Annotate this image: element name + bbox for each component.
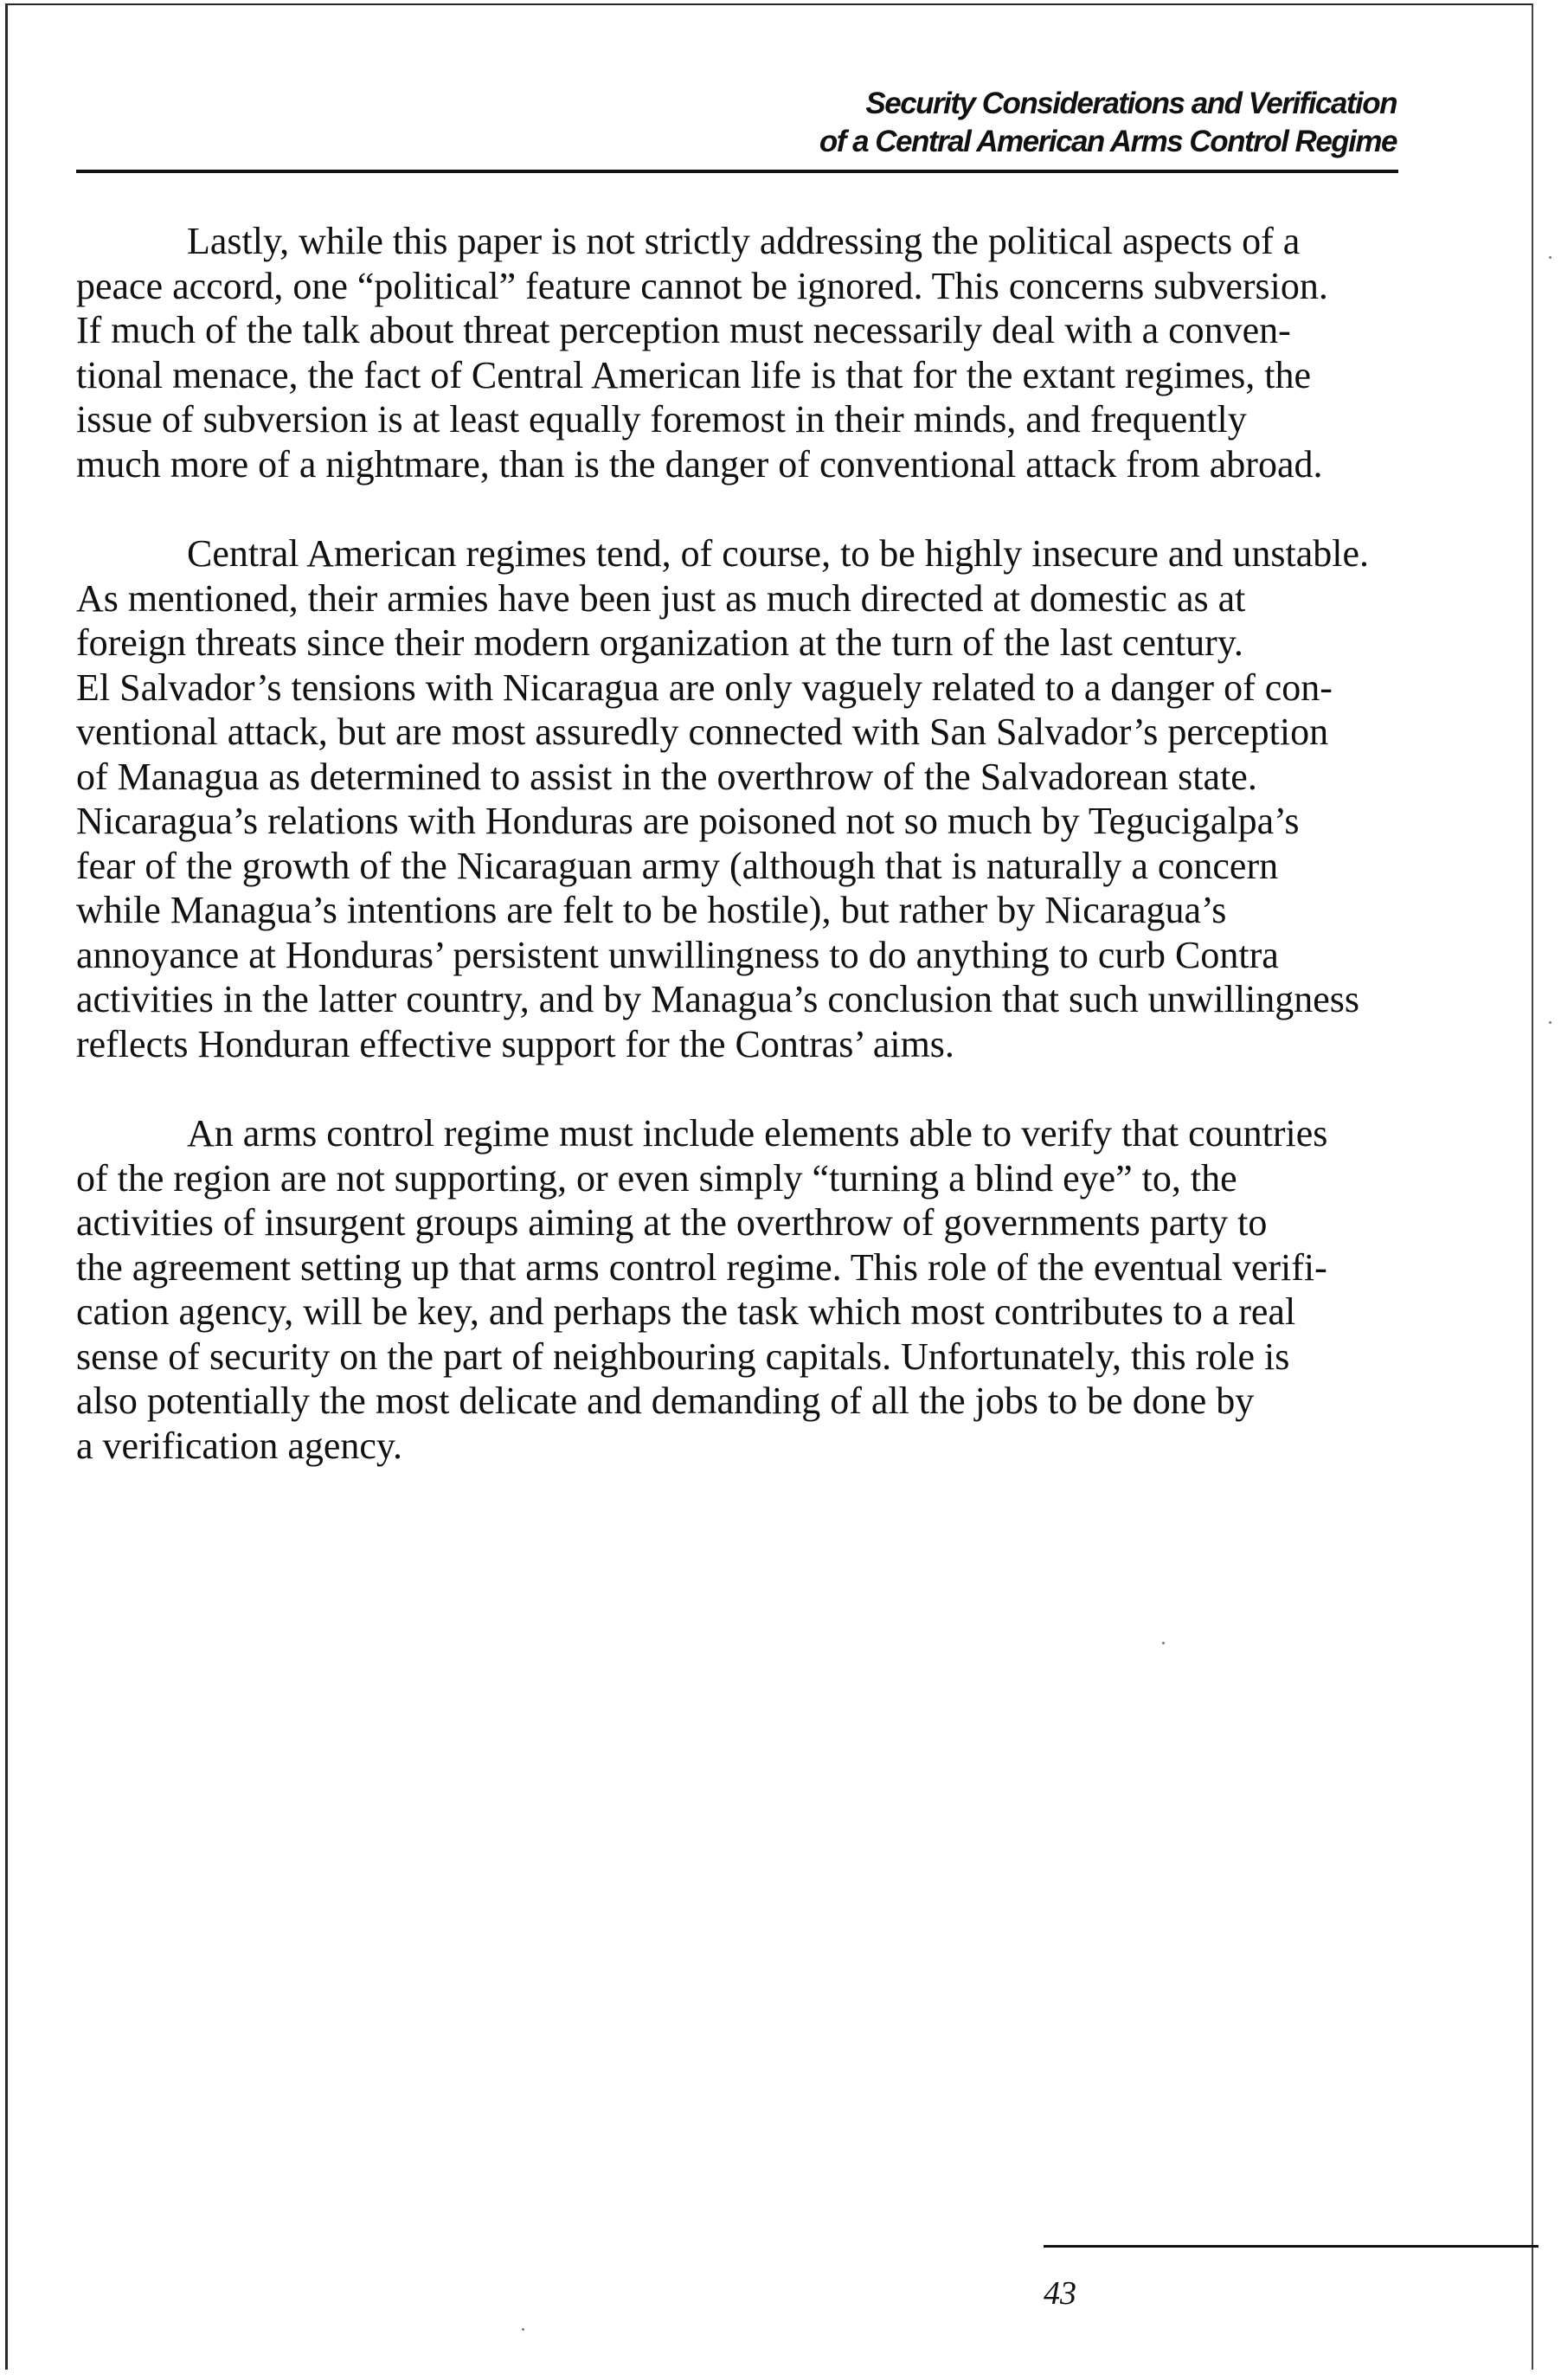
text-line: Nicaragua’s relations with Honduras are poisoned not so much by Tegucigalpa’s [76,800,1300,842]
footer-rule [1044,2245,1539,2248]
text-line: peace accord, one “political” feature cannot be ignored. This concerns subversion. [76,264,1328,307]
text-line: activities of insurgent groups aiming at the overthrow of governments party to [76,1201,1268,1244]
scan-speck [1162,1642,1165,1644]
text-line: An arms control regime must include elements able to verify that countries [187,1112,1328,1155]
text-line: of Managua as determined to assist in the overthrow of the Salvadorean state. [76,755,1257,798]
text-line: tional menace, the fact of Central American life is that for the extant regimes, the [76,353,1311,396]
text-line: reflects Honduran effective support for the Contras’ aims. [76,1022,954,1065]
text-line: As mentioned, their armies have been just as much directed at domestic as at [76,576,1246,620]
text-line: El Salvador’s tensions with Nicaragua are only vaguely related to a danger of con- [76,666,1333,709]
text-line: much more of a nightmare, than is the danger of conventional attack from abroad. [76,442,1323,486]
text-line: ventional attack, but are most assuredly connected with San Salvador’s perception [76,711,1329,753]
text-line: of the region are not supporting, or even simply “turning a blind eye” to, the [76,1156,1237,1200]
body-text [76,219,1409,1513]
text-line: Lastly, while this paper is not strictly addressing the political aspects of a [187,220,1301,262]
text-line: issue of subversion is at least equally foremost in their minds, and frequently [76,398,1247,441]
text-line: annoyance at Honduras’ persistent unwillingness to do anything to curb Contra [76,933,1279,976]
text-line: If much of the talk about threat perception must necessarily deal with a conven- [76,309,1291,351]
page-number: 43 [1044,2275,1076,2312]
header-rule [76,170,1398,173]
text-line: while Managua’s intentions are felt to be hostile), but rather by Nicaragua’s [76,889,1227,931]
text-line: cation agency, will be key, and perhaps the task which most contributes to a real [76,1290,1296,1333]
text-line: foreign threats since their modern organization at the turn of the last century. [76,621,1243,664]
text-line: Central American regimes tend, of course, to be highly insecure and unstable. [187,532,1370,575]
running-head-line-2: of a Central American Arms Control Regime [819,125,1397,158]
running-head-line-1: Security Considerations and Verification [865,87,1397,120]
text-line: activities in the latter country, and by Managua’s conclusion that such unwillingness [76,978,1360,1020]
paragraph-1 [76,219,1409,486]
text-line: fear of the growth of the Nicaraguan army (although that is naturally a concern [76,844,1279,887]
scan-speck [1549,1021,1551,1024]
paragraph-3 [76,1111,1409,1468]
paragraph-2 [76,531,1409,1066]
running-head [819,85,1397,161]
scan-speck [1549,256,1551,259]
text-line: a verification agency. [76,1424,403,1467]
text-line: the agreement setting up that arms control regime. This role of the eventual verifi- [76,1245,1327,1289]
scan-speck [522,2328,524,2331]
text-line: sense of security on the part of neighbouring capitals. Unfortunately, this role is [76,1335,1290,1378]
text-line: also potentially the most delicate and demanding of all the jobs to be done by [76,1380,1255,1422]
